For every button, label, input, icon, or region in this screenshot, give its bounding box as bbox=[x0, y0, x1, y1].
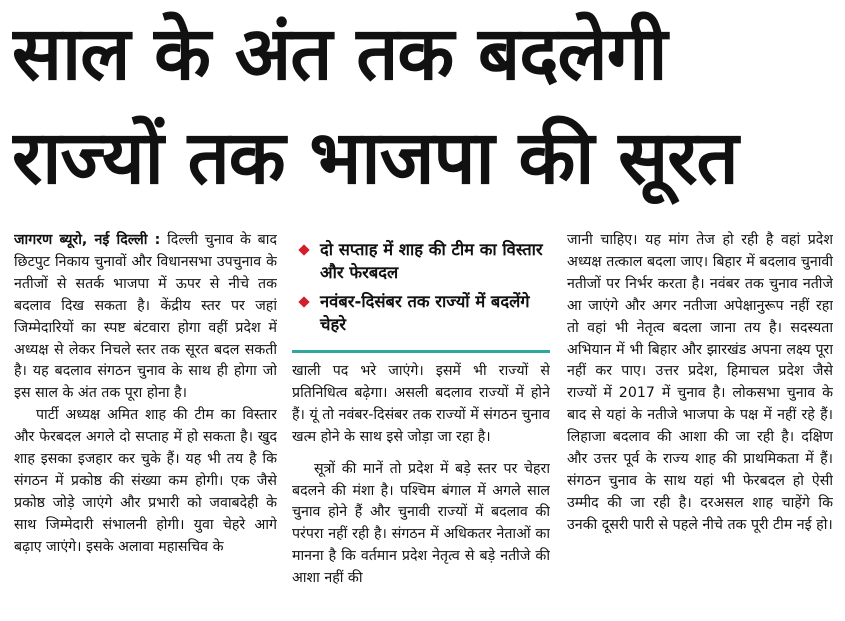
article-column-1 bbox=[14, 230, 277, 617]
highlight-text: नवंबर-दिसंबर तक राज्यों में बदलेंगे चेहरे bbox=[320, 292, 530, 334]
highlight-text: दो सप्ताह में शाह की टीम का विस्तार और फेरबदल bbox=[320, 240, 543, 282]
highlight-item bbox=[296, 238, 546, 284]
diamond-bullet-icon bbox=[298, 296, 309, 307]
paragraph-text: दिल्ली चुनाव के बाद छिटपुट निकाय चुनावों और विधानसभा उपचुनाव के नतीजों से सतर्क भाजपा में ऊपर से नीचे तक बदलाव दिख सकता है। केंद्रीय स्तर पर जहां जिम्मेदारियों का स्पष्ट बंटवारा होगा वहीं प्रदेश में अध्यक्ष से लेकर निचले स्तर तक सूरत बदल सकती है। यह बदलाव संगठन चुनाव के साथ ही होगा जो इस साल के अंत तक पूरा होना है। bbox=[14, 232, 277, 402]
headline-line-2: राज्यों तक भाजपा की सूरत bbox=[12, 115, 738, 201]
lead-paragraph bbox=[14, 230, 277, 405]
paragraph: खाली पद भरे जाएंगे। इसमें भी राज्यों से प्रतिनिधित्व बढ़ेगा। असली बदलाव राज्यों में होने हैं। यूं तो नवंबर-दिसंबर तक राज्यों में संगठन चुनाव खत्म होने के साथ इसे जोड़ा जा रहा है। bbox=[292, 363, 550, 445]
article-column-2 bbox=[292, 230, 550, 617]
paragraph: सूत्रों की मानें तो प्रदेश में बड़े स्तर पर चेहरा बदलने की मंशा है। पश्चिम बंगाल में अगले साल चुनाव होने हैं और चुनावी राज्यों में बदलाव की परंपरा नहीं रही है। संगठन में अधिकतर नेताओं का मानना है कि वर्तमान प्रदेश नेतृत्व से बड़े नतीजे की आशा नहीं की bbox=[292, 460, 550, 587]
highlights-box bbox=[292, 230, 550, 353]
highlight-item bbox=[296, 290, 546, 336]
paragraph: पार्टी अध्यक्ष अमित शाह की टीम का विस्तार और फेरबदल अगले दो सप्ताह में हो सकता है। खुद शाह इसका इजहार कर चुके हैं। यह भी तय है कि संगठन में प्रकोष्ठ की संख्या कम होगी। एक जैसे प्रकोष्ठ जोड़े जाएंगे और प्रभारी को जवाबदेही के साथ जिम्मेदारी संभालनी होगी। युवा चेहरे आगे बढ़ाए जाएंगे। इसके अलावा महासचिव के bbox=[14, 407, 277, 555]
paragraph: जानी चाहिए। यह मांग तेज हो रही है वहां प्रदेश अध्यक्ष तत्काल बदला जाए। बिहार में बदलाव चुनावी नतीजों पर निर्भर करता है। नवंबर तक चुनाव नतीजे आ जाएंगे और अगर नतीजा अपेक्षानुरूप नहीं रहा तो वहां भी नेतृत्व बदला जाना तय है। सदस्यता अभियान में भी बिहार और झारखंड अपना लक्ष्य पूरा नहीं कर पाए। उत्तर प्रदेश, हिमाचल प्रदेश जैसे राज्यों में 2017 में चुनाव है। लोकसभा चुनाव के बाद से यहां के नतीजे भाजपा के पक्ष में नहीं रहे हैं। लिहाजा बदलाव की आशा की जा रही है। दक्षिण और उत्तर पूर्व के राज्य शाह की प्राथमिकता में हैं। संगठन चुनाव के साथ यहां भी फेरबदल हो ऐसी उम्मीद की जा रही है। दरअसल शाह चाहेंगे कि उनकी दूसरी पारी से पहले नीचे तक पूरी टीम नई हो। bbox=[567, 232, 833, 533]
diamond-bullet-icon bbox=[298, 244, 309, 255]
headline-line-1: साल के अंत तक बदलेगी bbox=[12, 11, 667, 97]
article-column-3 bbox=[567, 230, 833, 617]
headline bbox=[12, 0, 833, 208]
dateline: जागरण ब्यूरो, नई दिल्ली : bbox=[14, 232, 161, 248]
